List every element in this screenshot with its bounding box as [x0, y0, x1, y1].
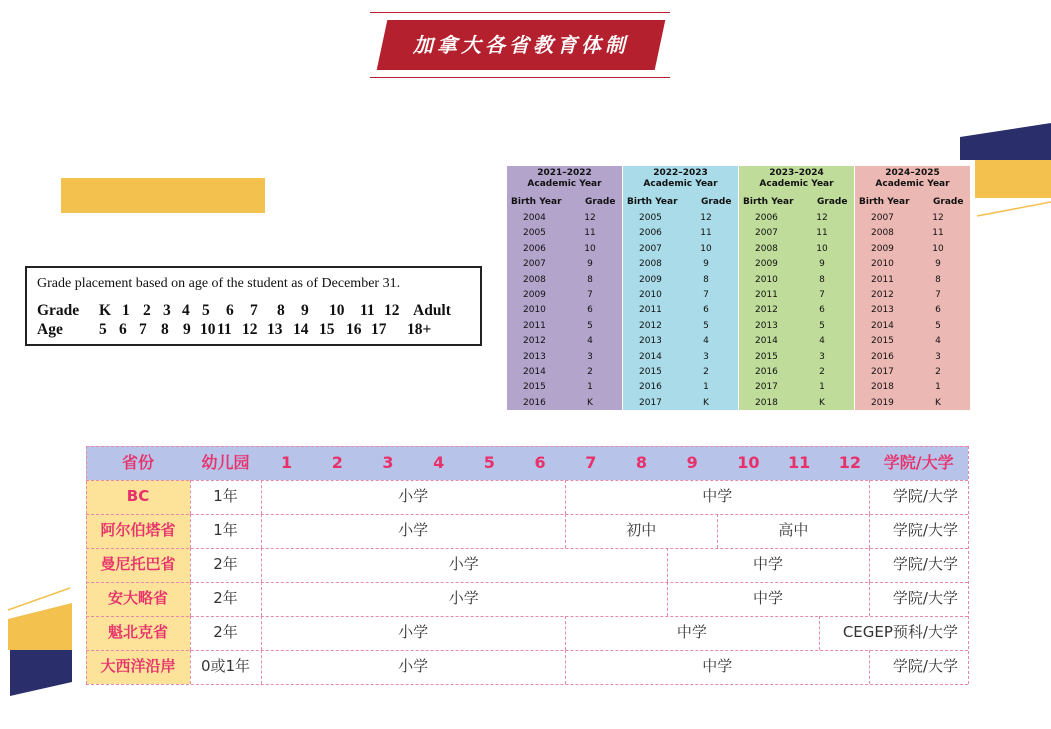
yellow-accent-bar — [61, 178, 265, 213]
cell-divider — [261, 616, 262, 650]
title-line-top — [370, 12, 670, 13]
header-grade: 7 — [585, 453, 597, 472]
age-value: 9 — [183, 321, 191, 338]
grade-cell: 8 — [819, 274, 825, 285]
school-stage: 小学 — [398, 657, 429, 675]
age-value: 12 — [242, 321, 258, 338]
birth-year-cell: 2007 — [523, 259, 546, 270]
age-value: 15 — [319, 321, 335, 338]
birth-year-cell: 2013 — [755, 320, 778, 331]
grade-placement-box — [25, 266, 482, 346]
post-secondary: 学院/大学 — [892, 589, 958, 607]
grade-value: 11 — [360, 302, 375, 319]
header-grade: 12 — [838, 453, 861, 472]
cell-divider — [261, 650, 262, 684]
birth-year-cell: 2009 — [523, 290, 546, 300]
age-value: 13 — [267, 321, 283, 338]
header-kindergarten: 幼儿园 — [201, 453, 250, 472]
birth-year-cell: 2006 — [755, 213, 778, 223]
province-name: 阿尔伯塔省 — [86, 514, 190, 548]
grade-cell: 2 — [935, 367, 941, 377]
grade-cell: 11 — [584, 228, 596, 239]
academic-year-label: Academic Year — [643, 179, 718, 189]
birth-year-cell: 2010 — [523, 305, 546, 316]
grade-header: Grade — [817, 197, 848, 207]
school-stage: 中学 — [752, 555, 783, 573]
cell-divider — [869, 548, 870, 582]
cell-divider — [261, 548, 262, 582]
birth-year-cell: 2007 — [871, 213, 894, 223]
grade-value: 1 — [122, 302, 130, 319]
grade-cell: 9 — [703, 259, 709, 270]
birth-year-cell: 2008 — [755, 243, 778, 254]
kindergarten-years: 2年 — [213, 589, 238, 607]
birth-year-cell: 2011 — [523, 320, 546, 331]
birth-year-cell: 2012 — [523, 336, 546, 347]
grade-header: Grade — [585, 197, 616, 207]
post-secondary: CEGEP预科/大学 — [842, 623, 958, 641]
birth-year-cell: 2011 — [871, 274, 894, 285]
cell-divider — [565, 514, 566, 548]
academic-year-header — [507, 168, 622, 190]
birth-year-header: Birth Year — [743, 197, 794, 207]
kindergarten-years: 2年 — [213, 623, 238, 641]
province-row — [86, 548, 968, 582]
birth-year-cell: 2012 — [639, 320, 662, 331]
grade-label: Grade — [37, 302, 80, 319]
birth-year-cell: 2019 — [871, 397, 894, 408]
birth-year-cell: 2012 — [755, 305, 778, 316]
birth-year-cell: 2008 — [871, 228, 894, 239]
grade-cell: 3 — [587, 351, 593, 362]
grade-value: 4 — [182, 302, 190, 319]
cell-divider — [869, 480, 870, 514]
grade-header: Grade — [701, 197, 732, 207]
kindergarten-years: 2年 — [213, 555, 238, 573]
age-value: 16 — [346, 321, 362, 338]
grade-value: 3 — [163, 302, 171, 319]
birth-year-cell: 2013 — [871, 305, 894, 316]
grade-cell: K — [935, 397, 941, 408]
grade-cell: 10 — [932, 243, 944, 254]
grade-value: Adult — [413, 302, 451, 319]
birth-year-header: Birth Year — [511, 197, 562, 207]
grade-cell: 1 — [587, 382, 593, 393]
header-grade: 1 — [281, 453, 293, 472]
grade-value: K — [99, 302, 112, 319]
cell-divider — [190, 582, 191, 616]
grade-cell: 12 — [932, 213, 944, 223]
school-stage: 中学 — [676, 623, 707, 641]
header-grade: 3 — [382, 453, 394, 472]
grade-cell: 3 — [703, 351, 709, 362]
header-grade: 9 — [686, 453, 698, 472]
cell-divider — [565, 480, 566, 514]
header-grade: 8 — [635, 453, 648, 472]
cell-divider — [190, 616, 191, 650]
cell-divider — [190, 514, 191, 548]
school-stage: 中学 — [752, 589, 783, 607]
header-grade: 6 — [534, 453, 546, 472]
birth-year-cell: 2015 — [523, 382, 546, 393]
birth-year-cell: 2017 — [755, 382, 778, 393]
birth-year-cell: 2015 — [871, 336, 894, 347]
grade-cell: 10 — [584, 243, 596, 254]
birth-year-cell: 2010 — [639, 290, 662, 300]
grade-cell: 5 — [819, 320, 825, 331]
grade-value: 8 — [277, 302, 285, 319]
birth-year-cell: 2017 — [639, 397, 662, 408]
table-border — [86, 446, 87, 684]
grade-cell: 4 — [587, 336, 593, 347]
age-value: 8 — [161, 321, 169, 338]
birth-year-cell: 2011 — [755, 290, 778, 300]
grade-cell: 2 — [819, 367, 825, 377]
birth-year-cell: 2014 — [523, 367, 546, 377]
grade-value: 12 — [384, 302, 400, 319]
row-divider — [86, 582, 968, 583]
cell-divider — [869, 514, 870, 548]
cell-divider — [190, 480, 191, 514]
grade-cell: 5 — [935, 320, 941, 331]
header-grade: 10 — [737, 453, 760, 472]
birth-year-cell: 2016 — [871, 351, 894, 362]
grade-cell: K — [703, 397, 709, 408]
cell-divider — [261, 480, 262, 514]
school-stage: 中学 — [702, 487, 733, 505]
grade-cell: 5 — [703, 320, 709, 331]
academic-year-label: Academic Year — [527, 179, 602, 189]
cell-divider — [869, 582, 870, 616]
grade-cell: 11 — [700, 228, 712, 239]
row-divider — [86, 616, 968, 617]
grade-cell: 1 — [819, 382, 825, 393]
grade-cell: 9 — [819, 259, 825, 270]
grade-cell: 1 — [703, 382, 709, 393]
grade-cell: 8 — [935, 274, 941, 285]
age-value: 5 — [99, 321, 107, 338]
academic-year-range: 2021–2022 — [537, 168, 592, 178]
grade-cell: 6 — [935, 305, 941, 316]
birth-year-cell: 2010 — [871, 259, 894, 270]
province-name: BC — [86, 480, 190, 514]
province-row — [86, 514, 968, 548]
birth-year-header: Birth Year — [627, 197, 678, 207]
cell-divider — [261, 514, 262, 548]
cell-divider — [869, 650, 870, 684]
grade-value: 7 — [250, 302, 258, 319]
header-grade: 5 — [483, 453, 495, 472]
grade-cell: 7 — [587, 290, 593, 300]
grade-cell: 2 — [703, 367, 709, 377]
school-stage: 小学 — [398, 623, 429, 641]
header-province: 省份 — [121, 453, 154, 472]
grade-cell: 10 — [700, 243, 712, 254]
birth-year-cell: 2017 — [871, 367, 894, 377]
grade-cell: 10 — [816, 243, 828, 254]
grade-cell: 6 — [703, 305, 709, 316]
academic-year-range: 2024–2025 — [885, 168, 940, 178]
cell-divider — [819, 616, 820, 650]
birth-year-header: Birth Year — [859, 197, 910, 207]
age-value: 18+ — [407, 321, 432, 338]
birth-year-cell: 2007 — [639, 243, 662, 254]
kindergarten-years: 1年 — [213, 487, 238, 505]
grade-cell: 8 — [703, 274, 709, 285]
province-row — [86, 616, 968, 650]
birth-year-cell: 2007 — [755, 228, 778, 239]
grade-value: 6 — [226, 302, 234, 319]
birth-year-cell: 2014 — [639, 351, 662, 362]
grade-value: 9 — [301, 302, 309, 319]
grade-value: 2 — [143, 302, 151, 319]
row-divider — [86, 480, 968, 481]
cell-divider — [565, 616, 566, 650]
cell-divider — [190, 548, 191, 582]
birth-year-cell: 2015 — [755, 351, 778, 362]
school-stage: 小学 — [398, 521, 429, 539]
birth-year-cell: 2008 — [639, 259, 662, 270]
header-grade: 2 — [331, 453, 343, 472]
title-line-bottom — [370, 77, 670, 78]
cell-divider — [667, 548, 668, 582]
birth-year-cell: 2006 — [639, 228, 662, 239]
province-table-header — [86, 446, 968, 480]
birth-year-cell: 2009 — [639, 274, 662, 285]
academic-year-column — [507, 166, 622, 410]
grade-cell: 7 — [703, 290, 709, 300]
grade-cell: 7 — [819, 290, 825, 300]
academic-year-table — [507, 166, 968, 410]
birth-year-cell: 2012 — [871, 290, 894, 300]
grade-cell: 4 — [819, 336, 825, 347]
cell-divider — [261, 582, 262, 616]
header-grade: 4 — [433, 453, 445, 472]
academic-year-header — [623, 168, 738, 190]
age-value: 6 — [119, 321, 127, 338]
province-name: 魁北克省 — [86, 616, 190, 650]
school-stage: 小学 — [448, 555, 479, 573]
row-divider — [86, 650, 968, 651]
grade-cell: 11 — [816, 228, 828, 239]
province-name: 安大略省 — [86, 582, 190, 616]
birth-year-cell: 2013 — [523, 351, 546, 362]
birth-year-cell: 2016 — [755, 367, 778, 377]
school-stage: 小学 — [398, 487, 429, 505]
post-secondary: 学院/大学 — [892, 521, 958, 539]
grade-cell: 6 — [587, 305, 593, 316]
academic-year-header — [739, 168, 854, 190]
birth-year-cell: 2016 — [523, 397, 546, 408]
cell-divider — [667, 582, 668, 616]
age-value: 14 — [293, 321, 309, 338]
grade-value: 5 — [202, 302, 210, 319]
birth-year-cell: 2004 — [523, 213, 546, 223]
birth-year-cell: 2005 — [639, 213, 662, 223]
birth-year-cell: 2006 — [523, 243, 546, 254]
academic-year-range: 2023–2024 — [769, 168, 824, 178]
grade-cell: 4 — [935, 336, 941, 347]
cell-divider — [565, 650, 566, 684]
birth-year-cell: 2014 — [871, 320, 894, 331]
birth-year-cell: 2011 — [639, 305, 662, 316]
academic-year-column — [855, 166, 970, 410]
age-value: 10 — [200, 321, 216, 338]
post-secondary: 学院/大学 — [892, 657, 958, 675]
grade-header: Grade — [933, 197, 964, 207]
grade-cell: 2 — [587, 367, 593, 377]
birth-year-cell: 2009 — [755, 259, 778, 270]
school-stage: 初中 — [626, 521, 657, 539]
grade-cell: 5 — [587, 320, 593, 331]
grade-cell: 3 — [935, 351, 941, 362]
grade-cell: 9 — [935, 259, 941, 270]
grade-cell: 1 — [935, 382, 941, 393]
birth-year-cell: 2008 — [523, 274, 546, 285]
province-name: 曼尼托巴省 — [86, 548, 190, 582]
grade-value: 10 — [329, 302, 345, 319]
birth-year-cell: 2005 — [523, 228, 546, 239]
province-row — [86, 650, 968, 684]
academic-year-label: Academic Year — [759, 179, 834, 189]
grade-cell: 3 — [819, 351, 825, 362]
page-title: 加拿大各省教育体制 — [413, 33, 629, 57]
grade-cell: 11 — [932, 228, 944, 239]
grade-cell: 6 — [819, 305, 825, 316]
grade-cell: 4 — [703, 336, 709, 347]
birth-year-cell: 2018 — [755, 397, 778, 408]
birth-year-cell: 2018 — [871, 382, 894, 393]
post-secondary: 学院/大学 — [892, 555, 958, 573]
age-value: 11 — [217, 321, 232, 338]
province-row — [86, 582, 968, 616]
placement-caption: Grade placement based on age of the student as of December 31. — [37, 276, 401, 291]
row-divider — [86, 548, 968, 549]
row-divider — [86, 684, 968, 685]
kindergarten-years: 0或1年 — [200, 657, 251, 675]
age-label: Age — [37, 321, 63, 338]
birth-year-cell: 2010 — [755, 274, 778, 285]
academic-year-range: 2022–2023 — [653, 168, 708, 178]
academic-year-header — [855, 168, 970, 190]
cell-divider — [717, 514, 718, 548]
cell-divider — [190, 650, 191, 684]
grade-cell: K — [587, 397, 593, 408]
birth-year-cell: 2013 — [639, 336, 662, 347]
birth-year-cell: 2016 — [639, 382, 662, 393]
school-stage: 高中 — [778, 521, 809, 539]
province-name: 大西洋沿岸 — [86, 650, 190, 684]
post-secondary: 学院/大学 — [892, 487, 958, 505]
school-stage: 中学 — [702, 657, 733, 675]
age-value: 17 — [371, 321, 387, 338]
grade-cell: 12 — [584, 213, 596, 223]
birth-year-cell: 2014 — [755, 336, 778, 347]
kindergarten-years: 1年 — [213, 521, 238, 539]
grade-cell: 7 — [935, 290, 941, 300]
academic-year-label: Academic Year — [875, 179, 950, 189]
age-value: 7 — [139, 321, 147, 338]
header-post-secondary: 学院/大学 — [883, 453, 954, 472]
header-grade: 11 — [788, 453, 811, 472]
grade-cell: 8 — [587, 274, 593, 285]
birth-year-cell: 2009 — [871, 243, 894, 254]
row-divider — [86, 514, 968, 515]
grade-cell: 9 — [587, 259, 593, 270]
grade-cell: K — [819, 397, 825, 408]
province-row — [86, 480, 968, 514]
school-stage: 小学 — [448, 589, 479, 607]
grade-cell: 12 — [816, 213, 828, 223]
decoration-bottom-left — [0, 585, 80, 700]
row-divider — [86, 446, 968, 447]
grade-cell: 12 — [700, 213, 712, 223]
academic-year-column — [739, 166, 854, 410]
table-border — [968, 446, 969, 684]
academic-year-column — [623, 166, 738, 410]
birth-year-cell: 2015 — [639, 367, 662, 377]
